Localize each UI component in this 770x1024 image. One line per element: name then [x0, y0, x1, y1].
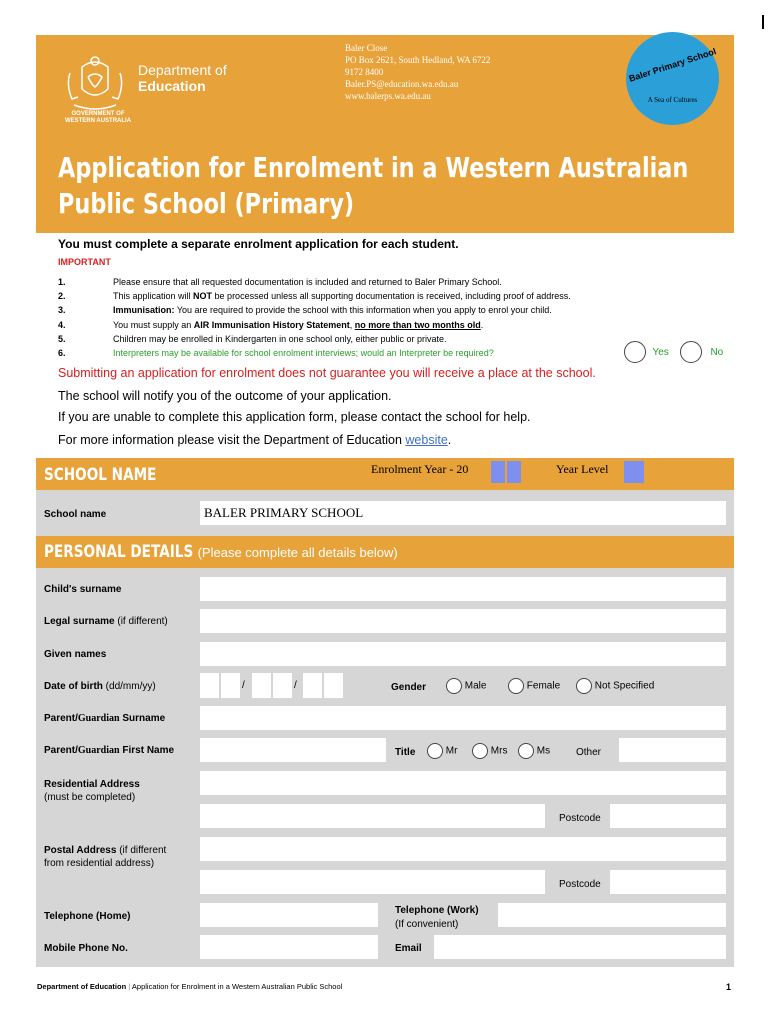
page-title-line-1: Application for Enrolment in a Western Australian: [58, 151, 689, 184]
website-link[interactable]: website: [405, 433, 448, 447]
title-mr-radio[interactable]: [427, 743, 443, 759]
postal-address-line-2[interactable]: [200, 870, 545, 894]
list-text-bold-underlined: no more than two months old: [354, 319, 481, 330]
contact-po-box: PO Box 2621, South Hedland, WA 6722: [345, 55, 491, 65]
legal-surname-field[interactable]: [200, 609, 726, 633]
interpreter-yes-option: [624, 341, 669, 363]
school-name-section-title: SCHOOL NAME: [44, 465, 157, 485]
gender-male-option: [446, 678, 486, 694]
child-surname-field[interactable]: [200, 577, 726, 601]
school-logo: [626, 32, 719, 125]
postal-address-note-1: (if different: [119, 845, 167, 856]
contact-phone: 9172 8400: [345, 67, 384, 77]
gender-label: Gender: [391, 682, 427, 693]
department-name: [138, 62, 227, 94]
page-title-line-2: Public School (Primary): [58, 187, 355, 220]
list-text-part: .: [480, 319, 484, 330]
parent-first-name-text: First Name: [122, 745, 175, 756]
telephone-work-text: Telephone (Work): [395, 905, 479, 916]
list-text-bold: NOT: [193, 291, 213, 302]
list-item-text: Please ensure that all requested documentation is included and returned to Baler Primary School.: [113, 277, 502, 287]
list-item-text: [113, 303, 552, 317]
school-name-value: BALER PRIMARY SCHOOL: [204, 505, 364, 520]
school-contact-block: [345, 42, 490, 102]
school-name-field[interactable]: [200, 501, 726, 525]
coat-of-arms-icon: [60, 55, 130, 115]
title-mrs-label: Mrs: [490, 745, 508, 757]
more-info-text: [58, 433, 451, 447]
page-edge-mark: [762, 15, 764, 29]
list-item-text: [113, 318, 483, 332]
postal-postcode-field[interactable]: [610, 870, 726, 894]
department-line-1: Department of: [138, 62, 227, 78]
title-label: Title: [395, 747, 416, 758]
title-other-label: Other: [576, 747, 602, 758]
title-mr-label: Mr: [445, 745, 458, 757]
parent-surname-text: Surname: [122, 713, 166, 724]
notify-text: The school will notify you of the outcome of your application.: [58, 389, 392, 403]
list-text-part: ,: [349, 319, 355, 330]
given-names-field[interactable]: [200, 642, 726, 666]
gender-male-radio[interactable]: [446, 678, 462, 694]
title-mr-option: [427, 743, 457, 759]
residential-address-text: Residential Address: [44, 779, 140, 790]
footer: [37, 982, 342, 991]
email-label: Email: [395, 943, 422, 954]
title-other-field[interactable]: [619, 738, 726, 762]
personal-details-subtitle: (Please complete all details below): [197, 545, 399, 560]
postal-address-line-1[interactable]: [200, 837, 726, 861]
department-line-2: Education: [138, 78, 206, 94]
help-text: If you are unable to complete this application form, please contact the school for help.: [58, 410, 531, 424]
telephone-work-note: (If convenient): [395, 919, 459, 930]
dob-format-note: (dd/mm/yy): [105, 681, 156, 692]
interpreter-no-label: No: [710, 346, 724, 358]
parent-first-name-label: [44, 745, 174, 756]
dob-day-digit-1[interactable]: [200, 673, 219, 698]
list-text-part: You are required to provide the school with this information when you apply to enrol your child.: [174, 305, 552, 316]
legal-surname-text: Legal surname: [44, 616, 115, 627]
email-field[interactable]: [434, 935, 726, 959]
title-ms-radio[interactable]: [518, 743, 534, 759]
list-item-text: [113, 289, 571, 303]
gender-not-specified-label: Not Specified: [594, 680, 655, 692]
telephone-home-label: Telephone (Home): [44, 911, 131, 922]
guardian-text: Guardian: [77, 713, 120, 724]
mobile-phone-label: Mobile Phone No.: [44, 943, 128, 954]
postal-postcode-label: Postcode: [559, 879, 601, 890]
enrolment-year-digit-2[interactable]: [507, 461, 521, 483]
gender-female-label: Female: [526, 680, 561, 692]
interpreter-no-option: [680, 341, 723, 363]
personal-details-section-title: [44, 542, 399, 562]
personal-details-heading: PERSONAL DETAILS: [44, 542, 194, 562]
page-title: [58, 150, 730, 222]
gender-not-specified-radio[interactable]: [576, 678, 592, 694]
telephone-work-label: [395, 904, 479, 932]
dob-year-digit-1[interactable]: [303, 673, 322, 698]
no-guarantee-warning: Submitting an application for enrolment does not guarantee you will receive a place at the school.: [58, 366, 596, 380]
dob-label: [44, 681, 156, 692]
year-level-label: Year Level: [556, 462, 609, 476]
dob-month-digit-2[interactable]: [273, 673, 292, 698]
interpreter-yes-radio[interactable]: [624, 341, 646, 363]
school-logo-motto: A Sea of Cultures: [647, 96, 698, 104]
list-item-number: 1.: [58, 277, 66, 287]
telephone-home-field[interactable]: [200, 903, 378, 927]
school-logo-name: Baler Primary School: [627, 46, 718, 84]
list-item-number: 2.: [58, 291, 66, 302]
residential-postcode-label: Postcode: [559, 813, 601, 824]
interpreter-no-radio[interactable]: [680, 341, 702, 363]
title-ms-label: Ms: [536, 745, 551, 757]
dob-separator: /: [294, 680, 297, 691]
residential-address-label: [44, 778, 140, 804]
title-mrs-option: [472, 743, 507, 759]
contact-website: www.balerps.wa.edu.au: [345, 91, 431, 101]
separate-application-notice: You must complete a separate enrolment application for each student.: [58, 237, 459, 251]
list-item-text: Children may be enrolled in Kindergarten in one school only, either public or private.: [113, 333, 447, 344]
list-item-number: 4.: [58, 319, 66, 330]
list-item-number: 3.: [58, 305, 66, 316]
list-text-part: be processed unless all supporting documentation is received, including proof of address.: [212, 291, 571, 302]
footer-department: Department of Education: [37, 982, 127, 991]
given-names-label: Given names: [44, 649, 107, 660]
list-text-bold: AIR Immunisation History Statement: [193, 319, 350, 330]
page-number: 1: [726, 982, 732, 992]
list-item-number: 6.: [58, 347, 66, 358]
contact-street: Baler Close: [345, 43, 388, 53]
school-name-label: School name: [44, 509, 107, 520]
more-info-suffix: .: [447, 433, 452, 447]
list-item-text: Interpreters may be available for school enrolment interviews; would an Interpreter be required?: [113, 347, 494, 358]
enrolment-year-digit-1[interactable]: [491, 461, 505, 483]
telephone-work-field[interactable]: [498, 903, 726, 927]
year-level-input[interactable]: [624, 461, 644, 483]
parent-surname-label: [44, 713, 165, 724]
gender-female-radio[interactable]: [508, 678, 524, 694]
more-info-prefix: For more information please visit the Department of Education: [58, 433, 406, 447]
list-text-bold: Immunisation:: [113, 305, 175, 316]
list-item: [58, 318, 748, 332]
postal-address-text: Postal Address: [44, 845, 117, 856]
dob-day-digit-2[interactable]: [221, 673, 240, 698]
title-ms-option: [518, 743, 550, 759]
contact-email: Baler.PS@education.wa.edu.au: [345, 79, 459, 89]
list-text-part: You must supply an: [113, 319, 194, 330]
mobile-phone-field[interactable]: [200, 935, 378, 959]
enrolment-year-label: Enrolment Year - 20: [371, 462, 469, 476]
gender-female-option: [508, 678, 560, 694]
dob-separator: /: [242, 680, 245, 691]
list-item: [58, 303, 748, 317]
footer-separator: |: [128, 982, 131, 991]
postal-address-label: [44, 844, 166, 870]
government-label: GOVERNMENT OF WESTERN AUSTRALIA: [64, 111, 132, 124]
residential-address-note: (must be completed): [44, 792, 136, 803]
important-heading: IMPORTANT: [58, 257, 111, 267]
dob-year-digit-2[interactable]: [324, 673, 343, 698]
parent-prefix: Parent/: [44, 713, 78, 724]
list-item: [58, 275, 748, 289]
dob-text: Date of birth: [44, 681, 103, 692]
interpreter-yes-label: Yes: [652, 346, 669, 358]
residential-postcode-field[interactable]: [610, 804, 726, 828]
residential-address-line-1[interactable]: [200, 771, 726, 795]
footer-document-title: Application for Enrolment in a Western Australian Public School: [131, 982, 343, 991]
title-mrs-radio[interactable]: [472, 743, 488, 759]
postal-address-note-2: from residential address): [44, 858, 155, 869]
list-text-part: This application will: [113, 291, 194, 302]
child-surname-label: Child's surname: [44, 584, 122, 595]
dob-month-digit-1[interactable]: [252, 673, 271, 698]
legal-surname-label: [44, 616, 168, 627]
list-item: [58, 289, 748, 303]
guardian-text: Guardian: [77, 745, 120, 756]
residential-address-line-2[interactable]: [200, 804, 545, 828]
gender-not-specified-option: [576, 678, 654, 694]
gender-male-label: Male: [464, 680, 487, 692]
parent-prefix: Parent/: [44, 745, 78, 756]
legal-surname-note: (if different): [117, 616, 168, 627]
list-item-number: 5.: [58, 333, 66, 344]
parent-surname-field[interactable]: [200, 706, 726, 730]
parent-first-name-field[interactable]: [200, 738, 386, 762]
